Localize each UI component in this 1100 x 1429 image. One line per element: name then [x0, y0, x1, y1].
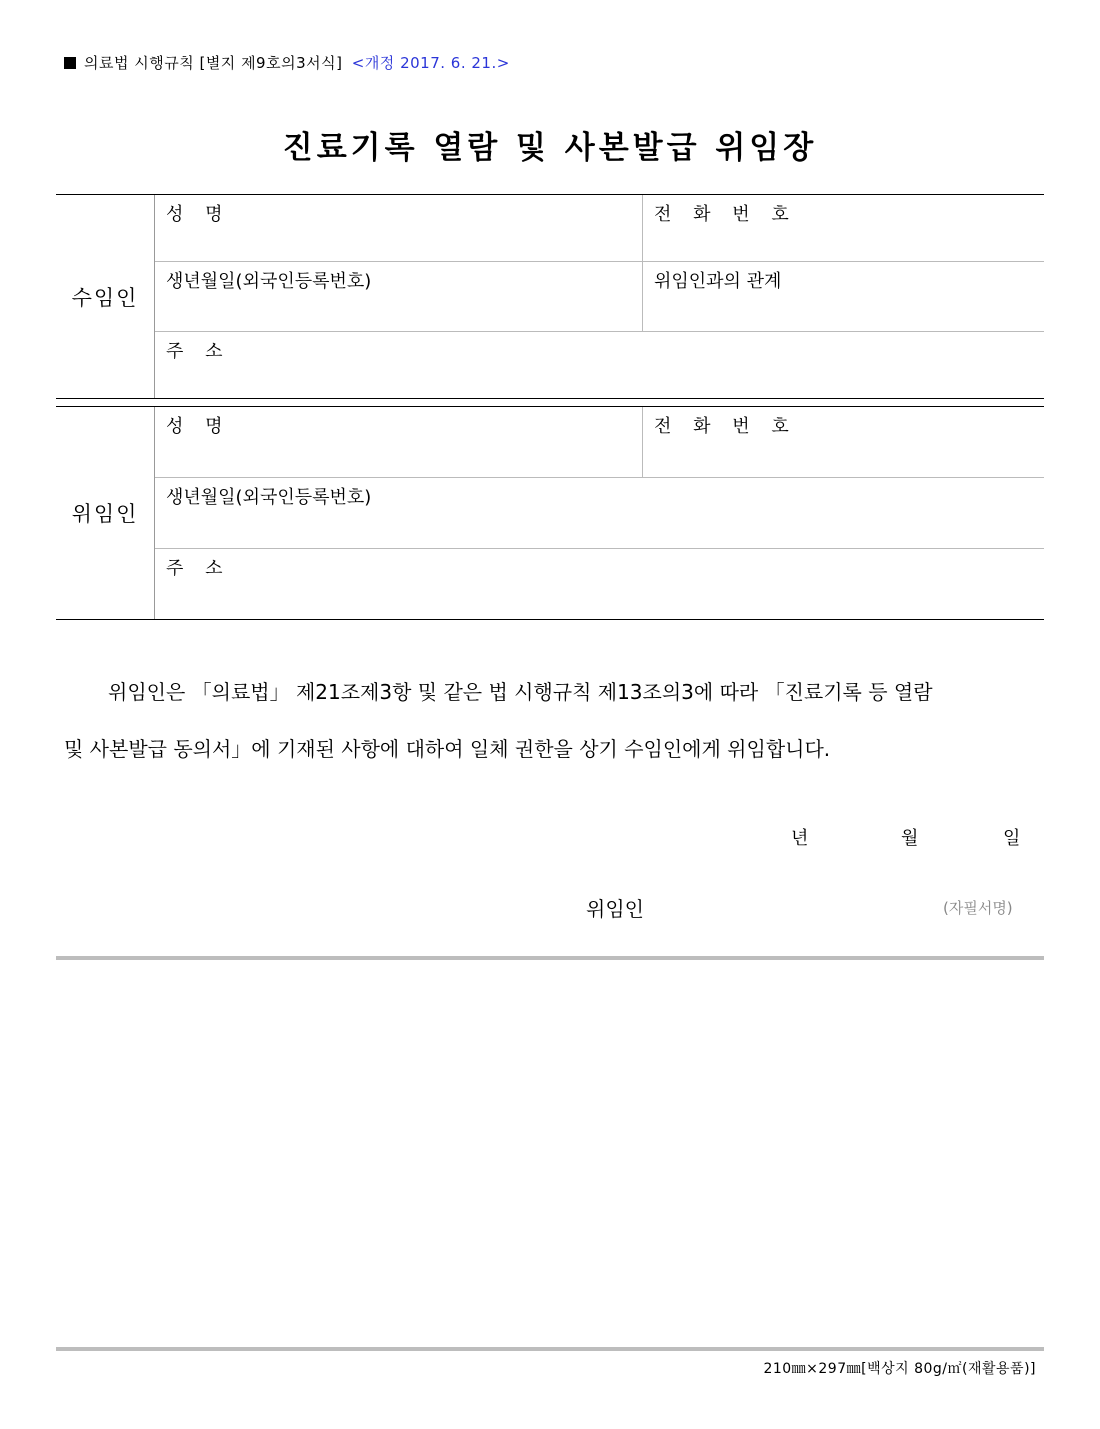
footer-rule [56, 1347, 1044, 1351]
delegator-name-field[interactable] [155, 407, 642, 477]
delegator-birth-label: 생년월일(외국인등록번호) [166, 487, 372, 508]
recipient-address-label: 주 소 [166, 341, 231, 362]
recipient-heading: 수임인 [56, 195, 155, 398]
section-divider-top [56, 398, 1044, 399]
date-year-field[interactable]: 년 [791, 828, 809, 849]
recipient-section [56, 195, 1044, 398]
delegator-phone-field[interactable] [643, 407, 1044, 477]
form-reference [64, 52, 510, 73]
paper-spec: 210㎜×297㎜[백상지 80g/㎡(재활용품)] [763, 1361, 1036, 1377]
delegator-section [56, 407, 1044, 619]
recipient-birth-label: 생년월일(외국인등록번호) [166, 271, 372, 292]
table-bottom-border [56, 619, 1044, 620]
form-rule-text: 의료법 시행규칙 [별지 제9호의3서식] [84, 54, 343, 72]
form-end-rule [56, 956, 1044, 960]
delegator-birth-field[interactable] [155, 478, 1044, 548]
date-month-field[interactable]: 월 [901, 828, 919, 849]
recipient-birth-field[interactable] [155, 262, 642, 331]
recipient-name-label: 성 명 [166, 204, 231, 225]
statement-line-1: 위임인은 「의료법」 제21조제3항 및 같은 법 시행규칙 제13조의3에 따라 「진료기록 등 열람 [108, 680, 933, 704]
recipient-name-field[interactable] [155, 195, 642, 261]
delegator-name-label: 성 명 [166, 416, 231, 437]
date-day-field[interactable]: 일 [1003, 828, 1021, 849]
statement-line-2: 및 사본발급 동의서」에 기재된 사항에 대하여 일체 권한을 상기 수임인에게 위임합니다. [64, 737, 831, 761]
recipient-address-field[interactable] [155, 332, 1044, 398]
recipient-relation-label: 위임인과의 관계 [654, 271, 782, 292]
delegation-statement [64, 664, 1034, 778]
recipient-phone-label: 전 화 번 호 [654, 204, 797, 225]
signature-label: 위임인 [586, 897, 644, 921]
delegator-address-label: 주 소 [166, 558, 231, 579]
signature-field[interactable]: (자필서명) [943, 899, 1013, 917]
delegator-address-field[interactable] [155, 549, 1044, 619]
delegator-phone-label: 전 화 번 호 [654, 416, 797, 437]
square-bullet-icon [64, 57, 76, 69]
recipient-phone-field[interactable] [643, 195, 1044, 261]
recipient-relation-field[interactable] [643, 262, 1044, 331]
document-title: 진료기록 열람 및 사본발급 위임장 [282, 130, 818, 166]
delegator-heading: 위임인 [56, 407, 155, 619]
revision-date: <개정 2017. 6. 21.> [351, 54, 510, 72]
